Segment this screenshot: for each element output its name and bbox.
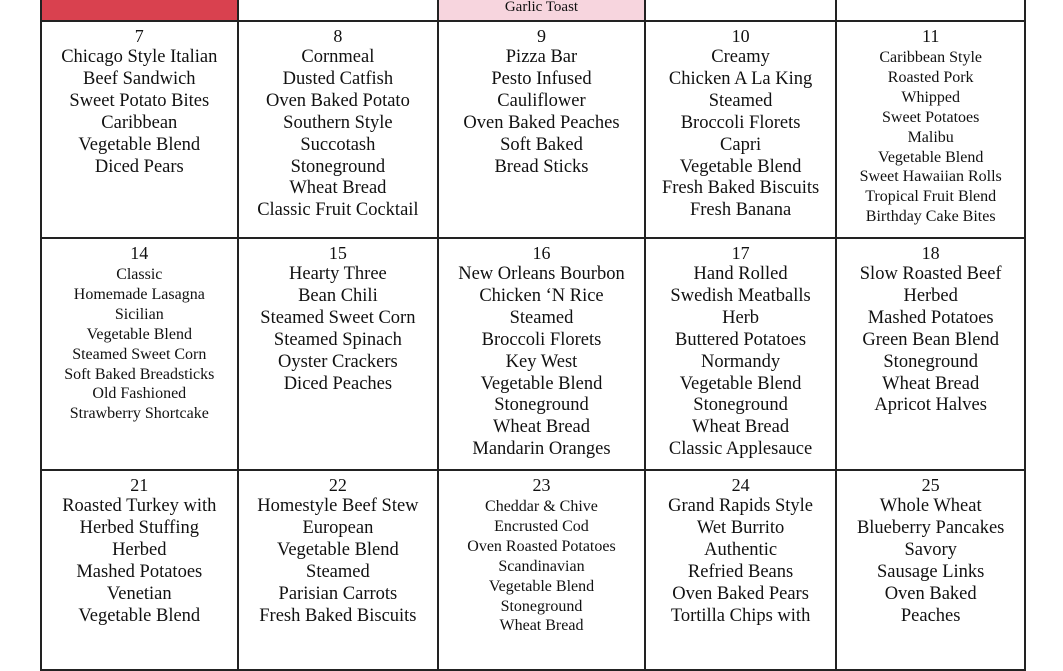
menu-item: Fresh Baked Biscuits (259, 605, 417, 626)
menu-item: Blueberry Pancakes (856, 517, 1005, 538)
day-number: 21 (130, 475, 149, 495)
menu-item: Whipped (901, 88, 960, 106)
menu-item: Bean Chili (298, 285, 378, 306)
menu-item: Wet Burrito (696, 517, 785, 538)
day-number: 23 (532, 475, 551, 495)
day-number: 11 (922, 26, 940, 46)
calendar-cell-top-3 (439, 0, 646, 22)
menu-item: Oyster Crackers (278, 351, 398, 372)
menu-item: Steamed (708, 90, 773, 111)
menu-item: Stoneground (500, 597, 583, 615)
menu-item: Sausage Links (876, 561, 985, 582)
menu-item: Tropical Fruit Blend (865, 188, 997, 206)
menu-item: Tortilla Chips with (670, 605, 811, 626)
day-cell (646, 239, 838, 471)
menu-item: Oven Roasted Potatoes (467, 537, 616, 555)
menu-item: Oven Baked Pears (672, 583, 809, 604)
menu-item: Encrusted Cod (494, 517, 589, 535)
menu-item: Peaches (900, 605, 961, 626)
menu-item: Fresh Baked Biscuits (661, 178, 820, 199)
menu-item: Birthday Cake Bites (865, 208, 996, 226)
menu-item: Steamed Sweet Corn (72, 345, 207, 363)
menu-item: Stoneground (290, 156, 386, 177)
menu-item: Chicago Style Italian (61, 47, 218, 67)
menu-item: Vegetable Blend (679, 156, 802, 177)
menu-item: Beef Sandwich (83, 68, 196, 89)
menu-item: Sweet Potatoes (882, 108, 980, 126)
calendar-cell-top-5 (837, 0, 1026, 22)
menu-item: Diced Peaches (283, 373, 393, 394)
calendar-cell-top-2 (239, 0, 440, 22)
day-cell (239, 22, 440, 239)
day-number: 15 (328, 243, 347, 263)
menu-item: Dusted Catfish (282, 68, 394, 89)
day-cell (837, 471, 1026, 671)
menu-item: New Orleans Bourbon (458, 264, 625, 284)
menu-item: Scandinavian (498, 557, 585, 575)
calendar-row-top (40, 0, 1026, 22)
menu-item: Wheat Bread (289, 178, 387, 199)
menu-item: Old Fashioned (92, 385, 187, 403)
day-number: 7 (134, 26, 144, 46)
menu-item: Vegetable Blend (78, 134, 201, 155)
menu-item: Soft Baked (500, 134, 583, 155)
menu-item: Normandy (701, 351, 781, 372)
menu-item: Classic Applesauce (668, 439, 813, 460)
menu-item: Steamed Spinach (273, 329, 402, 350)
menu-item: Herbed (903, 285, 958, 306)
day-cell (439, 22, 646, 239)
day-number: 25 (921, 475, 940, 495)
menu-item: European (302, 517, 374, 538)
day-cell (646, 471, 838, 671)
menu-item: Vegetable Blend (878, 148, 984, 166)
day-cell (439, 239, 646, 471)
menu-item: Cauliflower (497, 90, 586, 111)
day-cell (42, 22, 239, 239)
day-number: 22 (328, 475, 347, 495)
menu-item: Herb (722, 307, 760, 328)
menu-item: Apricot Halves (874, 395, 987, 416)
menu-item: Steamed (509, 307, 574, 328)
menu-item: Oven Baked (884, 583, 977, 604)
menu-item: Mashed Potatoes (867, 307, 994, 328)
menu-item: Slow Roasted Beef (859, 264, 1002, 284)
day-number: 14 (130, 243, 149, 263)
menu-item: Wheat Bread (692, 417, 790, 438)
menu-item: Buttered Potatoes (675, 329, 807, 350)
menu-item: Diced Pears (94, 156, 184, 177)
menu-item: Chicken ‘N Rice (479, 285, 604, 306)
menu-item: Wheat Bread (492, 417, 591, 438)
menu-item: Pesto Infused (491, 68, 592, 89)
day-cell (439, 471, 646, 671)
menu-item: Herbed Stuffing (79, 517, 199, 538)
menu-item: Stoneground (494, 395, 589, 416)
menu-item: Steamed Sweet Corn (260, 307, 416, 328)
menu-item: Hearty Three (289, 264, 387, 284)
lunch-menu-calendar (40, 0, 1026, 671)
menu-item: Wheat Bread (882, 373, 980, 394)
menu-item: Oven Baked Peaches (463, 112, 620, 133)
menu-item: Herbed (112, 539, 167, 560)
menu-item: Bread Sticks (494, 156, 589, 177)
menu-item: Caribbean (101, 112, 178, 133)
menu-item: Roasted Turkey with (62, 496, 217, 516)
menu-item: Vegetable Blend (488, 577, 595, 595)
day-cell (42, 471, 239, 671)
calendar-week-row (40, 471, 1026, 671)
menu-item: Fresh Banana (689, 200, 792, 221)
menu-item: Garlic Toast (504, 0, 579, 15)
menu-item: Stoneground (883, 351, 978, 372)
menu-item: Sicilian (114, 305, 164, 323)
menu-item: Succotash (300, 134, 376, 155)
day-cell (239, 239, 440, 471)
menu-item: Swedish Meatballs (670, 285, 811, 306)
menu-item: Pizza Bar (505, 47, 578, 67)
menu-item: Capri (720, 134, 762, 155)
menu-item: Malibu (907, 128, 954, 146)
menu-item: Chicken A La King (668, 68, 813, 89)
menu-item: Wheat Bread (499, 617, 584, 635)
day-cell (42, 239, 239, 471)
menu-item: Strawberry Shortcake (69, 405, 209, 423)
menu-item: Vegetable Blend (86, 325, 192, 343)
menu-item: Mashed Potatoes (76, 561, 203, 582)
menu-item: Savory (904, 539, 957, 560)
day-number: 16 (532, 243, 551, 263)
menu-item: Hand Rolled (693, 264, 788, 284)
menu-item: Refried Beans (687, 561, 794, 582)
menu-item: Mandarin Oranges (472, 439, 611, 460)
menu-item: Steamed (306, 561, 370, 582)
menu-item: Key West (505, 351, 578, 372)
calendar-cell-top-1 (42, 0, 239, 22)
day-number: 18 (921, 243, 940, 263)
menu-item: Classic (116, 266, 163, 283)
menu-item: Vegetable Blend (679, 373, 802, 394)
menu-item: Vegetable Blend (277, 539, 399, 560)
day-cell (646, 22, 838, 239)
day-cell (239, 471, 440, 671)
menu-item: Vegetable Blend (480, 373, 603, 394)
day-number: 24 (731, 475, 750, 495)
day-cell (837, 239, 1026, 471)
day-number: 10 (731, 26, 750, 46)
menu-item: Southern Style (283, 112, 393, 133)
day-number: 8 (333, 26, 343, 46)
menu-item: Broccoli Florets (680, 112, 801, 133)
calendar-cell-top-4 (646, 0, 838, 22)
menu-item: Homemade Lasagna (73, 285, 205, 303)
day-number: 9 (536, 26, 546, 46)
menu-item: Sweet Potato Bites (69, 90, 210, 111)
menu-item: Venetian (106, 583, 172, 604)
calendar-week-row (40, 22, 1026, 239)
menu-item: Broccoli Florets (481, 329, 602, 350)
menu-item: Sweet Hawaiian Rolls (859, 168, 1002, 186)
menu-item: Oven Baked Potato (265, 90, 410, 111)
day-cell (837, 22, 1026, 239)
menu-item: Stoneground (693, 395, 788, 416)
menu-item: Cornmeal (301, 47, 375, 67)
menu-item: Creamy (711, 47, 770, 67)
menu-item: Homestyle Beef Stew (257, 496, 419, 516)
menu-item: Roasted Pork (887, 68, 974, 86)
menu-item: Green Bean Blend (862, 329, 999, 350)
day-number: 17 (731, 243, 750, 263)
menu-item: Parisian Carrots (278, 583, 398, 604)
menu-item: Authentic (704, 539, 778, 560)
calendar-week-row (40, 239, 1026, 471)
menu-item: Cheddar & Chive (485, 498, 598, 515)
menu-item: Classic Fruit Cocktail (257, 200, 419, 221)
menu-item: Whole Wheat (879, 496, 982, 516)
menu-item: Grand Rapids Style (668, 496, 814, 516)
menu-item: Vegetable Blend (78, 605, 201, 626)
menu-item: Soft Baked Breadsticks (64, 365, 215, 383)
menu-item: Caribbean Style (879, 49, 982, 66)
